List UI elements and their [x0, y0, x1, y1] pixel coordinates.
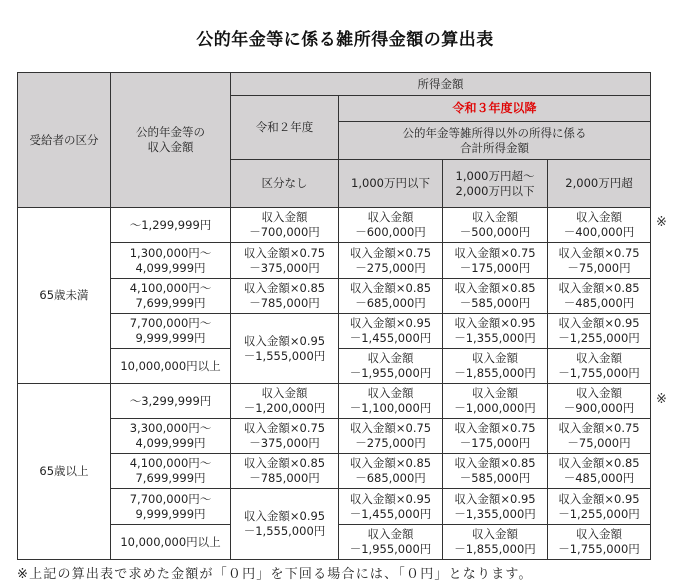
- bracket2-formula-cell: 収入金額 －500,000円: [443, 208, 548, 243]
- income-range-cell: 1,300,000円～ 4,099,999円: [111, 243, 231, 279]
- bracket3-formula-cell: 収入金額 －400,000円: [548, 208, 651, 243]
- income-range-cell: 7,700,000円～ 9,999,999円: [111, 489, 231, 525]
- reiwa2-formula-cell: 収入金額×0.85 －785,000円: [231, 279, 339, 314]
- bracket3-formula-cell: 収入金額 －1,755,000円: [548, 525, 651, 560]
- bracket2-formula-cell: 収入金額×0.85 －585,000円: [443, 279, 548, 314]
- bracket2-formula-cell: 収入金額 －1,855,000円: [443, 525, 548, 560]
- income-range-cell: 10,000,000円以上: [111, 349, 231, 384]
- bracket1-formula-cell: 収入金額×0.85 －685,000円: [339, 279, 443, 314]
- reference-mark-65-and-over: ※: [656, 392, 667, 407]
- reiwa2-formula-cell: 収入金額×0.75 －375,000円: [231, 419, 339, 454]
- bracket3-formula-cell: 収入金額×0.75 －75,000円: [548, 419, 651, 454]
- bracket2-formula-cell: 収入金額×0.75 －175,000円: [443, 243, 548, 279]
- bracket3-formula-cell: 収入金額×0.95 －1,255,000円: [548, 489, 651, 525]
- bracket3-formula-cell: 収入金額 －900,000円: [548, 384, 651, 419]
- header-bracket-under-10m: 1,000万円以下: [339, 160, 443, 208]
- reference-mark-under-65: ※: [656, 215, 667, 230]
- reiwa2-formula-cell: 収入金額 －700,000円: [231, 208, 339, 243]
- bracket2-formula-cell: 収入金額×0.95 －1,355,000円: [443, 314, 548, 349]
- bracket1-formula-cell: 収入金額×0.85 －685,000円: [339, 454, 443, 489]
- bracket3-formula-cell: 収入金額 －1,755,000円: [548, 349, 651, 384]
- income-range-cell: 4,100,000円～ 7,699,999円: [111, 454, 231, 489]
- footnote: ※上記の算出表で求めた金額が「０円」を下回る場合には、「０円」となります。: [17, 567, 533, 582]
- header-reiwa2: 令和２年度: [231, 96, 339, 160]
- bracket2-formula-cell: 収入金額 －1,855,000円: [443, 349, 548, 384]
- income-range-cell: 3,300,000円～ 4,099,999円: [111, 419, 231, 454]
- income-range-cell: 4,100,000円～ 7,699,999円: [111, 279, 231, 314]
- group-label-65-and-over: 65歳以上: [18, 384, 111, 560]
- page-title: 公的年金等に係る雑所得金額の算出表: [196, 30, 494, 50]
- table-row: [18, 384, 651, 419]
- reiwa2-formula-cell: 収入金額 －1,200,000円: [231, 384, 339, 419]
- bracket2-formula-cell: 収入金額×0.75 －175,000円: [443, 419, 548, 454]
- header-other-income-total: 公的年金等雑所得以外の所得に係る 合計所得金額: [339, 122, 651, 160]
- bracket2-formula-cell: 収入金額×0.95 －1,355,000円: [443, 489, 548, 525]
- group-label-under-65: 65歳未満: [18, 208, 111, 384]
- header-bracket-over-20m: 2,000万円超: [548, 160, 651, 208]
- table-row: [18, 279, 651, 314]
- income-range-cell: 7,700,000円～ 9,999,999円: [111, 314, 231, 349]
- bracket1-formula-cell: 収入金額 －1,100,000円: [339, 384, 443, 419]
- header-no-division: 区分なし: [231, 160, 339, 208]
- bracket2-formula-cell: 収入金額×0.85 －585,000円: [443, 454, 548, 489]
- table-row: [18, 208, 651, 243]
- table-row: [18, 454, 651, 489]
- bracket2-formula-cell: 収入金額 －1,000,000円: [443, 384, 548, 419]
- pension-income-calculation-table: [17, 72, 651, 560]
- bracket3-formula-cell: 収入金額×0.85 －485,000円: [548, 279, 651, 314]
- income-range-cell: 10,000,000円以上: [111, 525, 231, 560]
- header-reiwa3-onward: 令和３年度以降: [339, 96, 651, 122]
- header-pension-income: 公的年金等の 収入金額: [111, 73, 231, 208]
- bracket3-formula-cell: 収入金額×0.75 －75,000円: [548, 243, 651, 279]
- reiwa2-formula-cell: 収入金額×0.95 －1,555,000円: [231, 489, 339, 560]
- reiwa2-formula-cell: 収入金額×0.85 －785,000円: [231, 454, 339, 489]
- bracket1-formula-cell: 収入金額 －1,955,000円: [339, 525, 443, 560]
- header-bracket-10m-20m: 1,000万円超～ 2,000万円以下: [443, 160, 548, 208]
- header-income-amount: 所得金額: [231, 73, 651, 96]
- bracket3-formula-cell: 収入金額×0.95 －1,255,000円: [548, 314, 651, 349]
- bracket1-formula-cell: 収入金額 －600,000円: [339, 208, 443, 243]
- bracket1-formula-cell: 収入金額×0.95 －1,455,000円: [339, 314, 443, 349]
- table-row: [18, 243, 651, 279]
- income-range-cell: ～3,299,999円: [111, 384, 231, 419]
- header-recipient-category: 受給者の区分: [18, 73, 111, 208]
- reiwa2-formula-cell: 収入金額×0.75 －375,000円: [231, 243, 339, 279]
- reiwa2-formula-cell: 収入金額×0.95 －1,555,000円: [231, 314, 339, 384]
- income-range-cell: ～1,299,999円: [111, 208, 231, 243]
- table-row: [18, 314, 651, 349]
- bracket1-formula-cell: 収入金額×0.75 －275,000円: [339, 243, 443, 279]
- bracket1-formula-cell: 収入金額×0.95 －1,455,000円: [339, 489, 443, 525]
- table-row: [18, 489, 651, 525]
- bracket1-formula-cell: 収入金額×0.75 －275,000円: [339, 419, 443, 454]
- table-row: [18, 419, 651, 454]
- bracket1-formula-cell: 収入金額 －1,955,000円: [339, 349, 443, 384]
- bracket3-formula-cell: 収入金額×0.85 －485,000円: [548, 454, 651, 489]
